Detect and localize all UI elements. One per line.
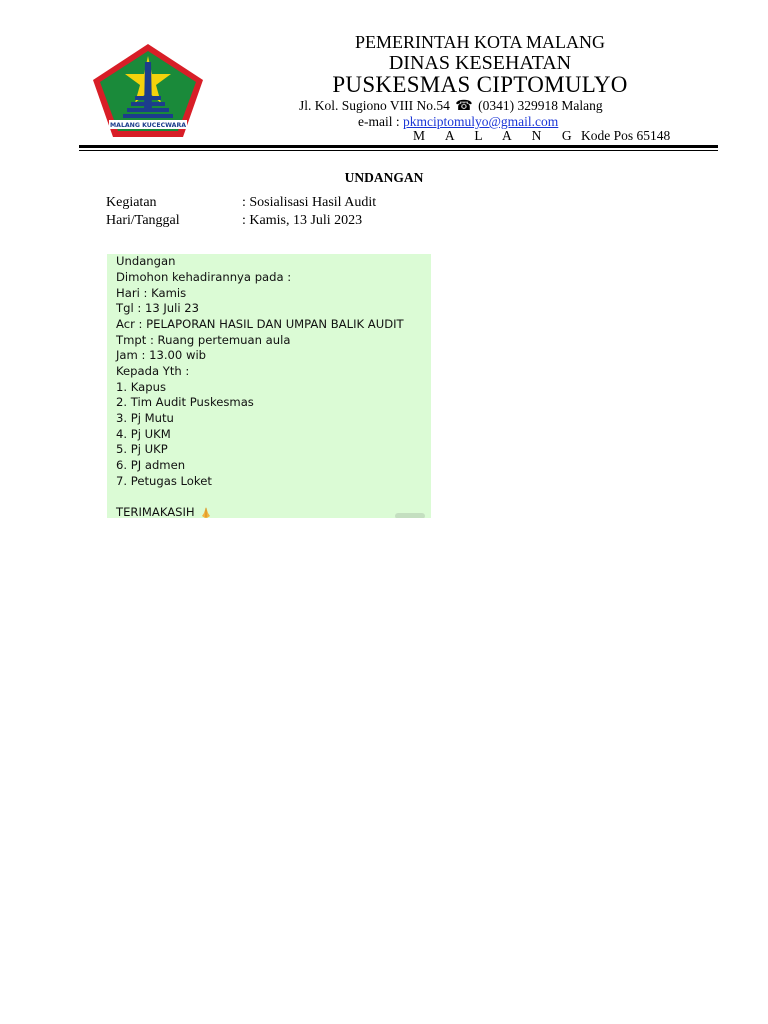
email-link[interactable]: pkmciptomulyo@gmail.com [402, 114, 559, 129]
chat-message-screenshot [107, 254, 431, 518]
chat-line: 3. Pj Mutu [116, 411, 174, 425]
field-label: Kegiatan [106, 195, 157, 210]
chat-line: 1. Kapus [116, 380, 166, 394]
chat-closing-text: TERIMAKASIH [116, 505, 195, 518]
chat-line: Tmpt : Ruang pertemuan aula [116, 333, 291, 347]
telephone-icon: ☎ [455, 99, 473, 114]
field-value: : Sosialisasi Hasil Audit [242, 195, 377, 210]
chat-line: 2. Tim Audit Puskesmas [116, 395, 254, 409]
email-label: e-mail : [358, 114, 400, 129]
phone-text: (0341) 329918 Malang [478, 98, 603, 113]
chat-line: 4. Pj UKM [116, 427, 171, 441]
chat-line: 5. Pj UKP [116, 442, 168, 456]
department-name: DINAS KESEHATAN [388, 52, 572, 74]
institution-name: PUSKESMAS CIPTOMULYO [332, 72, 628, 97]
field-row-activity [106, 195, 376, 211]
field-value: : Kamis, 13 Juli 2023 [242, 213, 363, 228]
chat-line: Hari : Kamis [116, 286, 187, 300]
document-title: UNDANGAN [344, 170, 424, 185]
address-text: Jl. Kol. Sugiono VIII No.54 [299, 98, 450, 113]
chat-line: Dimohon kehadirannya pada : [116, 270, 292, 284]
chat-line: 6. PJ admen [116, 458, 186, 472]
postal-code: Kode Pos 65148 [581, 128, 671, 143]
message-timestamp-blurred [395, 513, 425, 518]
city-logo [91, 42, 205, 138]
chat-line-closing [116, 505, 211, 518]
field-row-date [106, 213, 362, 229]
chat-line: Jam : 13.00 wib [116, 348, 207, 362]
city-name: M A L A N G [413, 128, 581, 143]
letterhead-divider-thin [79, 150, 718, 151]
chat-line: Tgl : 13 Juli 23 [116, 301, 200, 315]
chat-line: 7. Petugas Loket [116, 474, 212, 488]
field-label: Hari/Tanggal [106, 213, 180, 228]
letterhead-divider-thick [79, 145, 718, 148]
address-line [299, 98, 603, 115]
government-name: PEMERINTAH KOTA MALANG [354, 32, 606, 52]
chat-line: Acr : PELAPORAN HASIL DAN UMPAN BALIK AUDIT [116, 317, 404, 331]
chat-line: Undangan [116, 254, 176, 268]
chat-line: Kepada Yth : [116, 364, 190, 378]
praying-hands-icon [201, 507, 211, 518]
svg-text:MALANG KUCECWARA: MALANG KUCECWARA [110, 122, 186, 129]
